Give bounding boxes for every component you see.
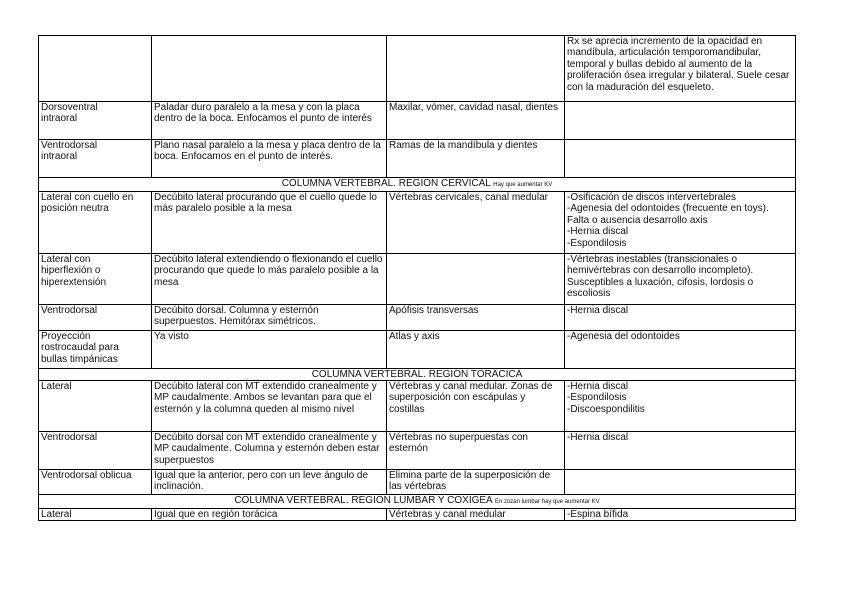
positioning-cell: Igual que en región torácica (152, 509, 387, 521)
structures-cell: Vértebras no superpuestas con esternón (387, 432, 565, 470)
projection-cell: Ventrodorsal intraoral (39, 140, 152, 178)
pathology-cell: -Espina bífida (565, 509, 796, 521)
structures-cell (387, 254, 565, 305)
pathology-cell: -Hernia discal (565, 305, 796, 331)
section-note: Hay que aumentar KV (493, 182, 553, 188)
positioning-cell: Igual que la anterior, pero con un leve ángulo de inclinación. (152, 470, 387, 495)
positioning-cell: Plano nasal paralelo a la mesa y placa dentro de la boca. Enfocamos en el punto de interés. (152, 140, 387, 178)
table-row (39, 192, 796, 254)
pathology-cell (565, 470, 796, 495)
projection-cell: Lateral (39, 509, 152, 521)
positioning-cell: Ya visto (152, 331, 387, 369)
projection-cell: Ventrodorsal (39, 305, 152, 331)
projection-cell: Ventrodorsal (39, 432, 152, 470)
positioning-cell: Decúbito dorsal con MT extendido cranealmente y MP caudalmente. Columna y esternón deben estar superpuestos (152, 432, 387, 470)
structures-cell: Atlas y axis (387, 331, 565, 369)
table-row (39, 305, 796, 331)
projection-cell: Proyección rostrocaudal para bullas timpánicas (39, 331, 152, 369)
projection-cell: Lateral (39, 381, 152, 432)
section-title: COLUMNA VERTEBRAL. REGIÓN TORÁCICA (311, 369, 523, 380)
table-row (39, 432, 796, 470)
table-row (39, 254, 796, 305)
pathology-cell (565, 102, 796, 140)
table-row (39, 331, 796, 369)
structures-cell: Ramas de la mandíbula y dientes (387, 140, 565, 178)
positioning-cell: Decúbito dorsal. Columna y esternón superpuestos. Hemitórax simétricos. (152, 305, 387, 331)
table-row (39, 509, 796, 521)
pathology-cell: -Osificación de discos intervertebrales -Agenesia del odontoides (frecuente en toys). Falta o ausencia desarrollo axis -Hernia discal -Espondilosis (565, 192, 796, 254)
table-row (39, 102, 796, 140)
radiology-table (38, 35, 796, 521)
pathology-cell: -Hernia discal -Espondilosis -Discoespondilitis (565, 381, 796, 432)
projection-cell: Dorsoventral intraoral (39, 102, 152, 140)
section-header-cervical (39, 178, 796, 192)
pathology-cell: Rx se aprecia incremento de la opacidad en mandíbula, articulación temporomandibular, temporal y bullas debido al aumento de la proliferación ósea irregular y bilateral. Suele cesar con la maduración del esqueleto. (565, 36, 796, 102)
positioning-cell (152, 36, 387, 102)
structures-cell: Maxilar, vómer, cavidad nasal, dientes (387, 102, 565, 140)
structures-cell: Vértebras cervicales, canal medular (387, 192, 565, 254)
positioning-cell: Decúbito lateral procurando que el cuello quede lo más paralelo posible a la mesa (152, 192, 387, 254)
structures-cell: Vértebras y canal medular. Zonas de superposición con escápulas y costillas (387, 381, 565, 432)
section-header-lumbar (39, 495, 796, 509)
pathology-cell (565, 140, 796, 178)
section-title: COLUMNA VERTEBRAL. REGIÓN CERVICAL (281, 178, 491, 189)
section-header-toracica (39, 369, 796, 381)
structures-cell: Apófisis transversas (387, 305, 565, 331)
pathology-cell: -Vértebras inestables (transicionales o hemivértebras con desarrollo incompleto). Susceptibles a luxación, cifosis, lordosis o escoliosis (565, 254, 796, 305)
pathology-cell: -Hernia discal (565, 432, 796, 470)
projection-cell: Ventrodorsal oblicua (39, 470, 152, 495)
section-note: En zozan lumbar hay que aumentar KV (494, 499, 600, 505)
table-row (39, 470, 796, 495)
structures-cell (387, 36, 565, 102)
projection-cell (39, 36, 152, 102)
table-row (39, 140, 796, 178)
table-row (39, 36, 796, 102)
pathology-cell: -Agenesia del odontoides (565, 331, 796, 369)
positioning-cell: Decúbito lateral con MT extendido cranealmente y MP caudalmente. Ambos se levantan para que el esternón y la columna queden al mismo nivel (152, 381, 387, 432)
section-title: COLUMNA VERTEBRAL. REGIÓN LUMBAR Y COXÍGEA (234, 495, 493, 506)
table-row (39, 381, 796, 432)
projection-cell: Lateral con cuello en posición neutra (39, 192, 152, 254)
positioning-cell: Paladar duro paralelo a la mesa y con la placa dentro de la boca. Enfocamos el punto de interés (152, 102, 387, 140)
structures-cell: Vértebras y canal medular (387, 509, 565, 521)
positioning-cell: Decúbito lateral extendiendo o flexionando el cuello procurando que quede lo más paralelo posible a la mesa (152, 254, 387, 305)
structures-cell: Elimina parte de la superposición de las vértebras (387, 470, 565, 495)
projection-cell: Lateral con hiperflexión o hiperextensión (39, 254, 152, 305)
